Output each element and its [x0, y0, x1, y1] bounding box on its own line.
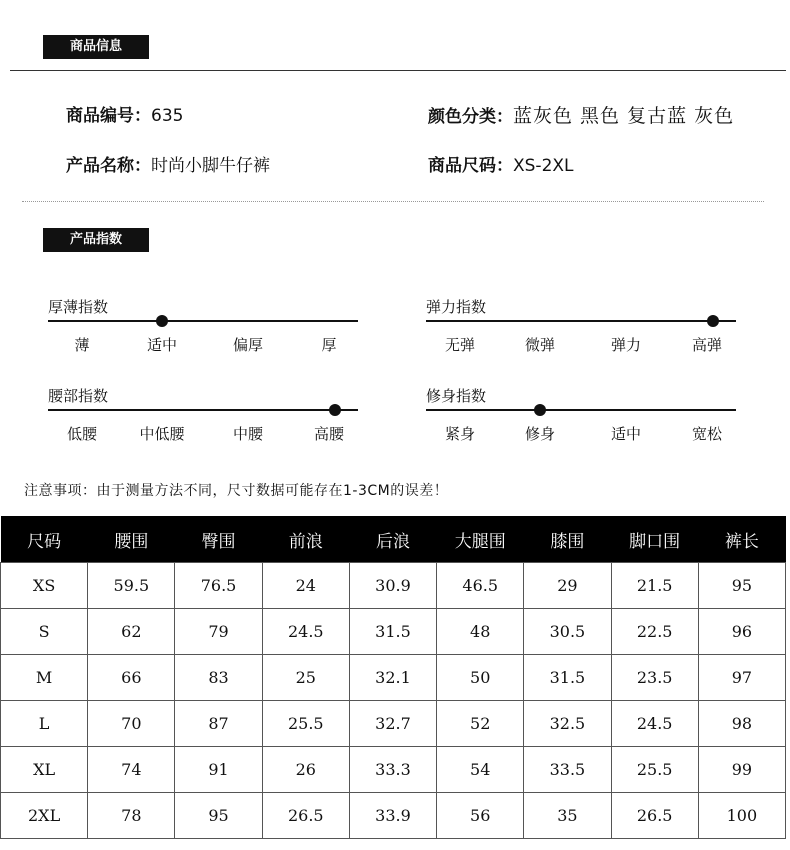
info-label: 商品编号：: [66, 106, 151, 126]
table-row: [1, 793, 786, 839]
column-header: 前浪: [262, 516, 349, 563]
table-cell: 24: [262, 563, 349, 609]
table-row: [1, 701, 786, 747]
table-cell: 24.5: [611, 701, 698, 747]
table-cell: 30.9: [349, 563, 436, 609]
table-cell: 74: [88, 747, 175, 793]
info-label: 产品名称：: [66, 156, 151, 176]
table-cell: 78: [88, 793, 175, 839]
table-cell: 98: [698, 701, 785, 747]
table-cell: 25.5: [611, 747, 698, 793]
table-cell: 32.1: [349, 655, 436, 701]
table-cell: 54: [437, 747, 524, 793]
index-option: 中低腰: [139, 425, 185, 443]
index-option: 无弹: [444, 336, 475, 354]
info-value: 蓝灰色 黑色 复古蓝 灰色: [513, 105, 735, 127]
index-title: 弹力指数: [426, 298, 487, 316]
column-header: 大腿围: [437, 516, 524, 563]
index-option: 紧身: [444, 425, 475, 443]
table-cell: 32.5: [524, 701, 611, 747]
info-color: [428, 101, 734, 128]
section-tag-product-info: 商品信息: [43, 35, 149, 59]
table-cell: L: [1, 701, 88, 747]
index-option: 宽松: [691, 425, 722, 443]
table-cell: 31.5: [349, 609, 436, 655]
table-cell: 25: [262, 655, 349, 701]
index-option: 弹力: [610, 336, 641, 354]
table-cell: 96: [698, 609, 785, 655]
table-cell: 62: [88, 609, 175, 655]
index-option: 微弹: [524, 336, 555, 354]
table-cell: 30.5: [524, 609, 611, 655]
table-row: [1, 747, 786, 793]
column-header: 后浪: [349, 516, 436, 563]
table-cell: 2XL: [1, 793, 88, 839]
table-row: [1, 563, 786, 609]
table-cell: XL: [1, 747, 88, 793]
table-cell: 26: [262, 747, 349, 793]
table-cell: 22.5: [611, 609, 698, 655]
table-cell: 35: [524, 793, 611, 839]
table-cell: 56: [437, 793, 524, 839]
table-cell: 59.5: [88, 563, 175, 609]
info-product-code: [66, 101, 183, 126]
index-option: 偏厚: [232, 336, 263, 354]
index-option: 高腰: [313, 425, 344, 443]
index-marker: [156, 315, 168, 327]
info-value: 635: [151, 106, 184, 126]
table-cell: 83: [175, 655, 262, 701]
table-cell: 95: [175, 793, 262, 839]
table-cell: 25.5: [262, 701, 349, 747]
table-cell: 99: [698, 747, 785, 793]
index-title: 修身指数: [426, 387, 487, 405]
table-cell: S: [1, 609, 88, 655]
table-cell: 21.5: [611, 563, 698, 609]
table-cell: 26.5: [262, 793, 349, 839]
table-cell: 66: [88, 655, 175, 701]
table-cell: 91: [175, 747, 262, 793]
section-tag-product-index: 产品指数: [43, 228, 149, 252]
table-cell: 31.5: [524, 655, 611, 701]
info-size: [428, 151, 574, 176]
column-header: 腰围: [88, 516, 175, 563]
table-cell: 50: [437, 655, 524, 701]
table-row: [1, 655, 786, 701]
index-track: [48, 409, 358, 411]
info-value: 时尚小脚牛仔裤: [151, 156, 270, 176]
table-cell: 24.5: [262, 609, 349, 655]
table-cell: 79: [175, 609, 262, 655]
table-cell: 33.9: [349, 793, 436, 839]
table-cell: 95: [698, 563, 785, 609]
index-marker: [707, 315, 719, 327]
info-value: XS-2XL: [513, 156, 574, 176]
measurement-note: 注意事项：由于测量方法不同，尺寸数据可能存在1-3CM的误差！: [24, 483, 449, 499]
column-header: 膝围: [524, 516, 611, 563]
table-cell: 100: [698, 793, 785, 839]
index-option: 适中: [610, 425, 641, 443]
table-row: [1, 609, 786, 655]
info-label: 商品尺码：: [428, 156, 513, 176]
index-option: 高弹: [691, 336, 722, 354]
index-option: 适中: [146, 336, 177, 354]
column-header: 裤长: [698, 516, 785, 563]
index-option: 薄: [74, 336, 90, 354]
column-header: 脚口围: [611, 516, 698, 563]
column-header: 臀围: [175, 516, 262, 563]
index-marker: [329, 404, 341, 416]
index-option: 中腰: [232, 425, 263, 443]
table-cell: 33.5: [524, 747, 611, 793]
table-cell: 52: [437, 701, 524, 747]
size-table: [0, 516, 786, 839]
table-cell: 76.5: [175, 563, 262, 609]
divider: [10, 70, 786, 71]
index-track: [48, 320, 358, 322]
table-cell: 33.3: [349, 747, 436, 793]
index-title: 腰部指数: [48, 387, 109, 405]
size-table-header: [1, 516, 786, 563]
index-option: 修身: [524, 425, 555, 443]
table-cell: 70: [88, 701, 175, 747]
table-cell: 87: [175, 701, 262, 747]
table-cell: 32.7: [349, 701, 436, 747]
table-cell: 48: [437, 609, 524, 655]
table-cell: 46.5: [437, 563, 524, 609]
table-cell: 26.5: [611, 793, 698, 839]
info-product-name: [66, 151, 270, 176]
index-marker: [534, 404, 546, 416]
index-option: 厚: [321, 336, 337, 354]
dotted-divider: [22, 201, 764, 202]
table-cell: M: [1, 655, 88, 701]
table-cell: XS: [1, 563, 88, 609]
table-cell: 97: [698, 655, 785, 701]
index-track: [426, 409, 736, 411]
info-label: 颜色分类：: [428, 107, 513, 127]
index-track: [426, 320, 736, 322]
table-cell: 23.5: [611, 655, 698, 701]
index-title: 厚薄指数: [48, 298, 109, 316]
table-cell: 29: [524, 563, 611, 609]
index-option: 低腰: [66, 425, 97, 443]
column-header: 尺码: [1, 516, 88, 563]
